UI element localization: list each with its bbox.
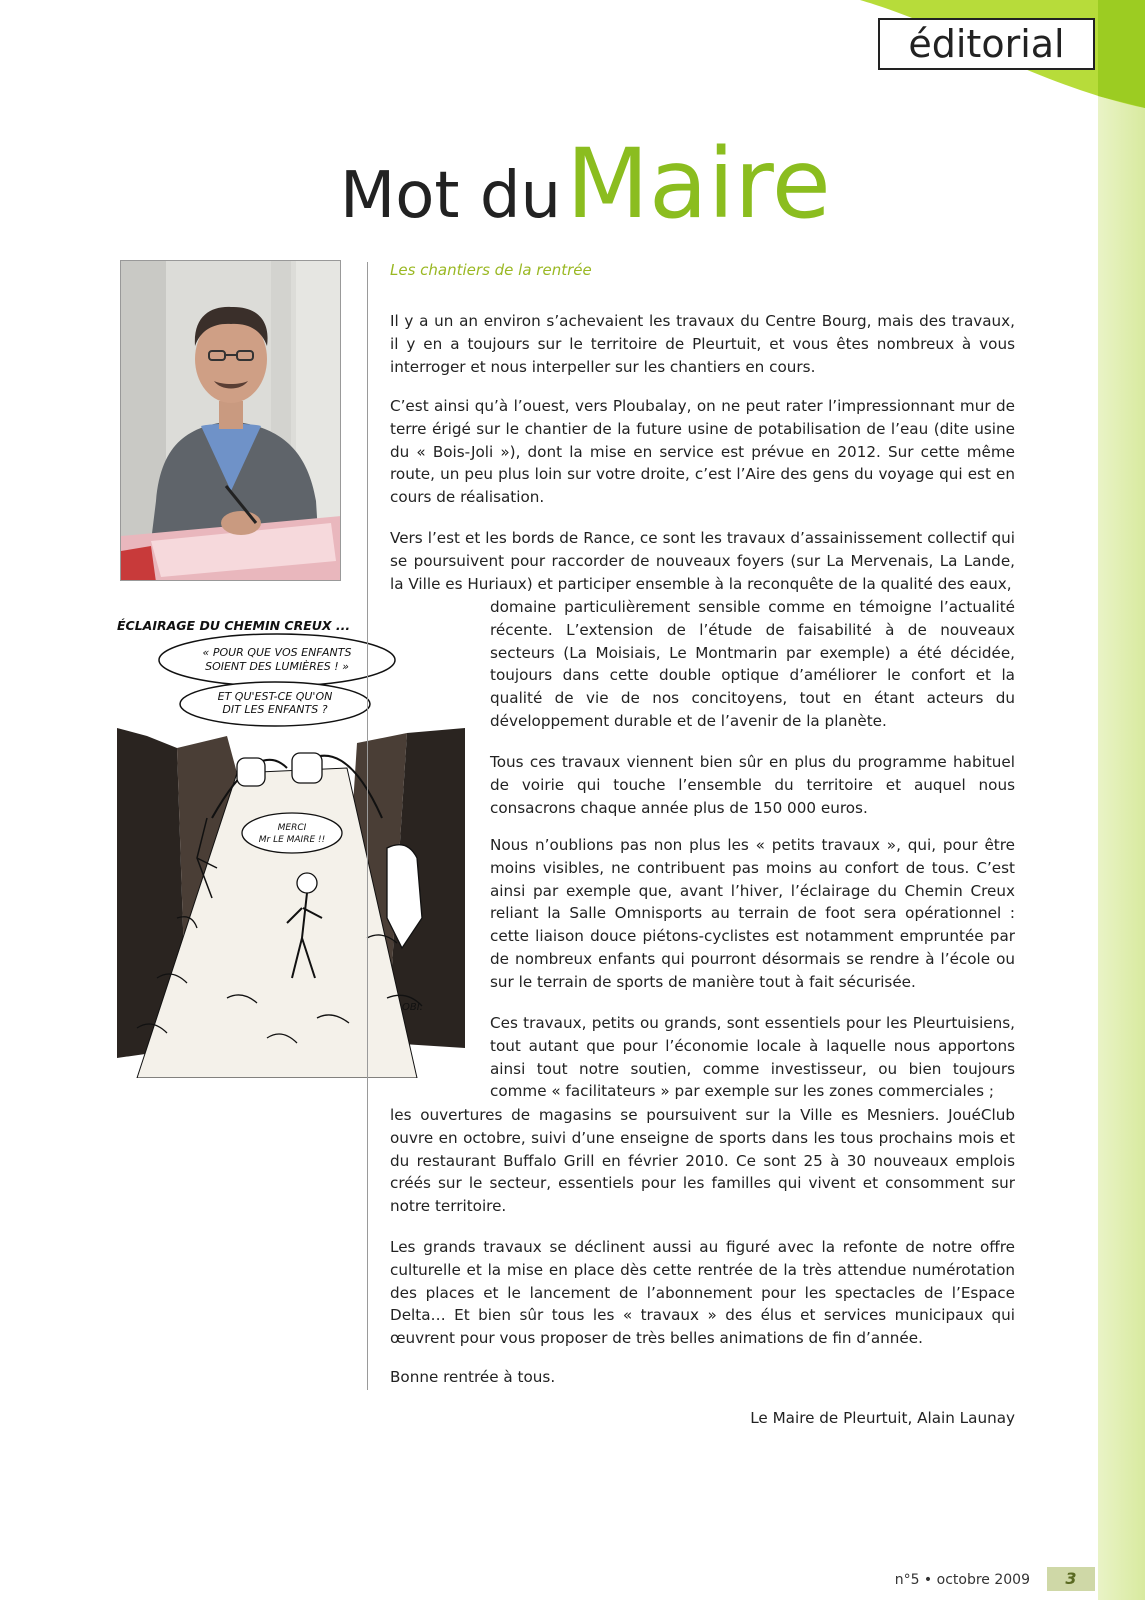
article-subtitle: Les chantiers de la rentrée xyxy=(390,261,592,279)
page-title xyxy=(340,128,960,238)
cartoon-illustration xyxy=(117,618,465,1078)
mayor-photo xyxy=(120,260,341,581)
cartoon-caption: ÉCLAIRAGE DU CHEMIN CREUX ... xyxy=(117,618,351,633)
article-paragraph-5: Nous n’oublions pas non plus les « petits travaux », qui, pour être moins visibles, ne contribuent pas moins au confort de tous. C’est ainsi par exemple que, avant l’hiver, l’éclairage du Chemin Creux reliant la Salle Omnisports au terrain de foot sera opérationnel : cette liaison douce piétons-cyclistes est notamment empruntée par de nombreux enfants qui pourront désormais se rendre à l’école ou sur le terrain de sports de manière tout à fait sécurisée. xyxy=(490,836,1015,991)
right-green-band xyxy=(1098,0,1145,1600)
article-paragraph-6: Ces travaux, petits ou grands, sont essentiels pour les Pleurtuisiens, tout autant que pour l’économie locale à laquelle nous apportons ainsi tout notre soutien, comme investisseur, ou bien toujours comme « facilitateurs » par exemple sur les zones commerciales ; xyxy=(490,1014,1015,1101)
article-paragraph-7: Les grands travaux se déclinent aussi au figuré avec la refonte de notre offre culturelle et la mise en place dès cette rentrée de la très attendue numérotation des places et le lancement de l’abonnement pour les spectacles de l’Espace Delta… Et bien sûr tous les « travaux » des élus et services municipaux qui œuvrent pour vous proposer de très belles animations de fin d’année. xyxy=(390,1238,1015,1348)
bubble3-line1: MERCI xyxy=(277,823,307,833)
article-paragraph-3-continued: domaine particulièrement sensible comme en témoigne l’actualité récente. L’extension de l’étude de faisabilité à de nouveaux secteurs (La Moisiais, Le Montmarin par exemple) a été décidée, toujours dans cette double optique d’améliorer le confort et la qualité de vie de nos concitoyens, tout en étant acteurs du développement durable et de l’avenir de la planète. xyxy=(490,598,1015,730)
article-closing: Bonne rentrée à tous. xyxy=(390,1368,556,1386)
bubble2-line1: ET QU'EST-CE QU'ON xyxy=(217,690,333,703)
article-paragraph-3: Vers l’est et les bords de Rance, ce sont les travaux d’assainissement collectif qui se poursuivent pour raccorder de nouveaux foyers (sur La Mervenais, La Lande, la Ville es Huriaux) et participer ensemble à la reconquête de la qualité des eaux, xyxy=(390,529,1015,593)
bubble1-line2: SOIENT DES LUMIÈRES ! » xyxy=(205,660,349,673)
bubble2-line2: DIT LES ENFANTS ? xyxy=(222,703,328,716)
title-part1: Mot du xyxy=(340,159,561,233)
cartoon-artist-signature: OBI. xyxy=(402,1002,423,1013)
article-paragraph-1: Il y a un an environ s’achevaient les travaux du Centre Bourg, mais des travaux, il y en a toujours sur le territoire de Pleurtuit, et vous êtes nombreux à vous interroger et nous interpeller sur les chantiers en cours. xyxy=(390,312,1015,376)
footer-issue: n°5 • octobre 2009 xyxy=(894,1572,1030,1588)
column-divider xyxy=(367,262,368,1390)
bubble3-line2: Mr LE MAIRE !! xyxy=(258,835,326,845)
section-tag: éditorial xyxy=(878,18,1095,70)
article-signature: Le Maire de Pleurtuit, Alain Launay xyxy=(750,1409,1015,1427)
article-paragraph-2: C’est ainsi qu’à l’ouest, vers Ploubalay, on ne peut rater l’impressionnant mur de terre érigé sur le chantier de la future usine de potabilisation de l’eau (dite usine du « Bois-Joli »), dont la mise en service est prévue en 2012. Sur cette même route, un peu plus loin sur votre droite, c’est l’Aire des gens du voyage qui est en cours de réalisation. xyxy=(390,397,1015,507)
page-number: 3 xyxy=(1047,1567,1095,1591)
title-part2: Maire xyxy=(566,128,831,240)
article-paragraph-4: Tous ces travaux viennent bien sûr en plus du programme habituel de voirie qui touche l’ensemble du territoire et auquel nous consacrons chaque année plus de 150 000 euros. xyxy=(490,753,1015,817)
bubble1-line1: « POUR QUE VOS ENFANTS xyxy=(202,646,352,659)
article-paragraph-6-continued: les ouvertures de magasins se poursuivent sur la Ville es Mesniers. JouéClub ouvre en octobre, suivi d’une enseigne de sports dans les tous prochains mois et du restaurant Buffalo Grill en février 2010. Ce sont 25 à 30 nouveaux emplois créés sur le secteur, essentiels pour les familles qui vivent et consomment sur notre territoire. xyxy=(390,1106,1015,1216)
